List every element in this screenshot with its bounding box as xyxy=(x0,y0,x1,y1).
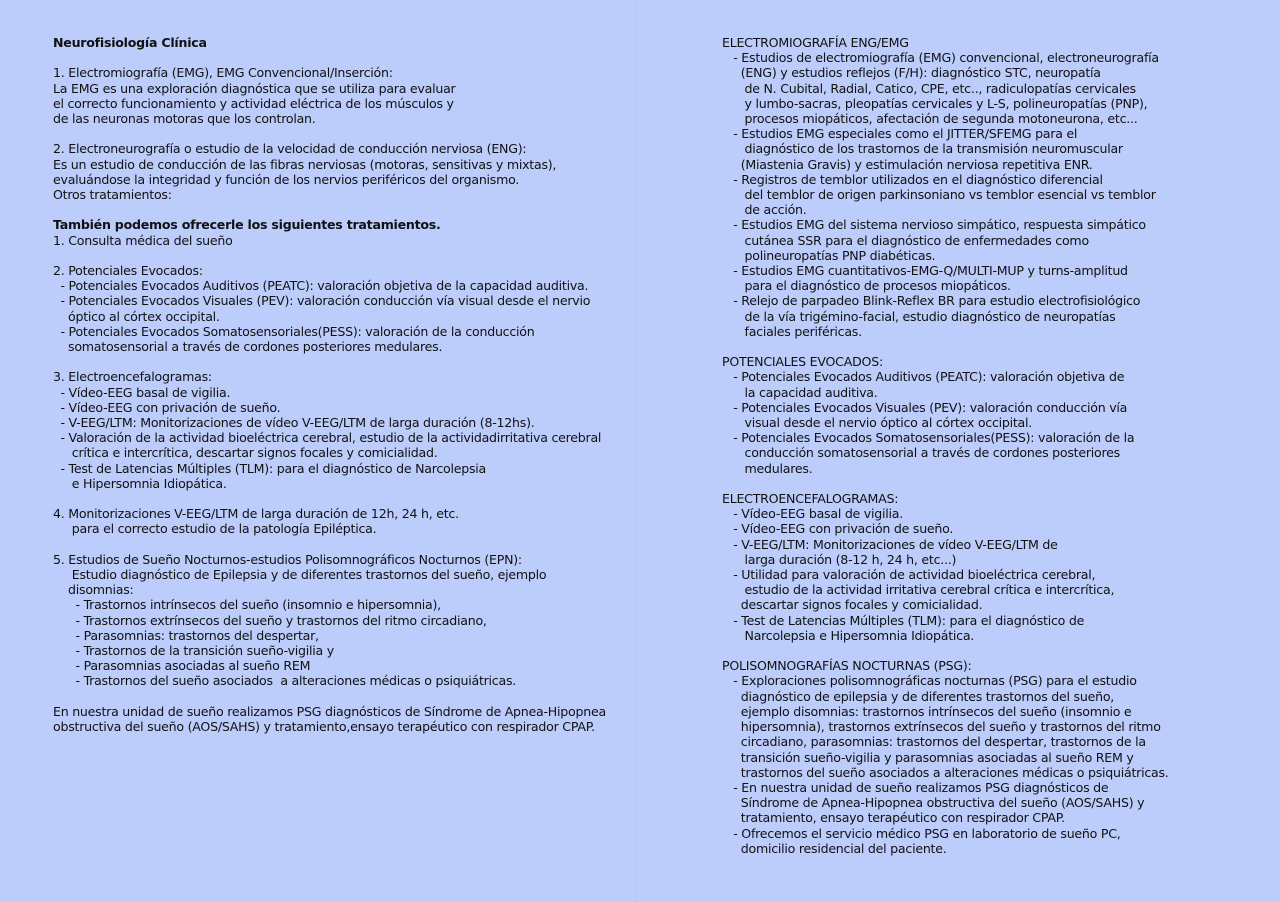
text-line: conducción somatosensorial a través de cordones posteriores xyxy=(722,445,1120,461)
text-line: del temblor de origen parkinsoniano vs temblor esencial vs temblor xyxy=(722,187,1156,203)
text-line: para el diagnóstico de procesos miopáticos. xyxy=(722,278,1011,294)
spacer xyxy=(53,248,653,263)
left-column xyxy=(53,35,653,734)
text-line: somatosensorial a través de cordones posteriores medulares. xyxy=(53,339,443,354)
text-line: hipersomnia), trastornos extrínsecos del sueño y trastornos del ritmo xyxy=(722,719,1161,735)
section-eeg xyxy=(53,369,653,491)
text-line: En nuestra unidad de sueño realizamos PSG diagnósticos de Síndrome de Apnea-Hipopnea xyxy=(53,703,606,719)
section-electromiografia xyxy=(722,35,1262,339)
section-body xyxy=(53,385,653,491)
text-line: - Potenciales Evocados Somatosensoriales(PESS): valoración de la xyxy=(722,430,1135,446)
text-line: evaluándose la integridad y función de los nervios periféricos del organismo. xyxy=(53,171,520,187)
section-heading: 2. Electroneurografía o estudio de la velocidad de conducción nerviosa (ENG): xyxy=(53,141,527,157)
spacer xyxy=(53,491,653,506)
section-potenciales xyxy=(53,263,653,354)
text-line: - Ofrecemos el servicio médico PSG en laboratorio de sueño PC, xyxy=(722,825,1121,841)
text-line: óptico al córtex occipital. xyxy=(53,308,220,324)
spacer xyxy=(53,537,653,552)
section-offer xyxy=(53,217,653,247)
text-line: e Hipersomnia Idiopática. xyxy=(53,475,227,491)
section-polisomnografias xyxy=(722,658,1262,856)
text-line: - Estudios EMG del sistema nervioso simpático, respuesta simpático xyxy=(722,217,1146,233)
section-heading: 1. Electromiografía (EMG), EMG Convencional/Inserción: xyxy=(53,65,393,81)
text-line: - Vídeo-EEG con privación de sueño. xyxy=(53,399,281,415)
text-line: - Registros de temblor utilizados en el diagnóstico diferencial xyxy=(722,171,1103,187)
text-line: larga duración (8-12 h, 24 h, etc...) xyxy=(722,551,957,567)
section-heading: POLISOMNOGRAFÍAS NOCTURNAS (PSG): xyxy=(722,658,972,674)
text-line: - V-EEG/LTM: Monitorizaciones de vídeo V-EEG/LTM de xyxy=(722,536,1058,552)
text-line: de la vía trigémino-facial, estudio diagnóstico de neuropatías xyxy=(722,308,1116,324)
text-line: - Estudios EMG especiales como el JITTER/SFEMG para el xyxy=(722,126,1078,142)
section-electroencefalogramas xyxy=(722,491,1262,643)
text-line: - Trastornos intrínsecos del sueño (insomnio e hipersomnia), xyxy=(53,597,441,613)
right-column xyxy=(722,35,1262,856)
text-line: - Parasomnias asociadas al sueño REM xyxy=(53,658,311,674)
text-line: (Miastenia Gravis) y estimulación nerviosa repetitiva ENR. xyxy=(722,156,1093,172)
section-body xyxy=(53,704,653,734)
text-line: - Trastornos extrínsecos del sueño y trastornos del ritmo circadiano, xyxy=(53,612,487,628)
text-line: Estudio diagnóstico de Epilepsia y de diferentes trastornos del sueño, ejemplo xyxy=(53,567,547,582)
text-line: - Utilidad para valoración de actividad bioeléctrica cerebral, xyxy=(722,567,1096,583)
text-line: visual desde el nervio óptico al córtex occipital. xyxy=(722,415,1033,431)
offer-item: 1. Consulta médica del sueño xyxy=(53,232,233,248)
section-body xyxy=(53,157,653,203)
text-line: faciales periféricas. xyxy=(722,323,862,339)
section-body xyxy=(53,278,653,354)
text-line: - Potenciales Evocados Visuales (PEV): valoración conducción vía visual desde el nervio xyxy=(53,293,591,309)
text-line: para el correcto estudio de la patología Epiléptica. xyxy=(53,521,377,537)
text-line: polineuropatías PNP diabéticas. xyxy=(722,247,936,263)
section-body xyxy=(53,521,653,536)
text-line: - Estudios EMG cuantitativos-EMG-Q/MULTI-MUP y turns-amplitud xyxy=(722,263,1128,279)
spacer xyxy=(53,202,653,217)
section-body xyxy=(722,369,1262,475)
section-body xyxy=(53,567,653,689)
text-line: - Trastornos de la transición sueño-vigilia y xyxy=(53,643,334,659)
text-line: - Vídeo-EEG basal de vigilia. xyxy=(53,384,231,400)
text-line: cutánea SSR para el diagnóstico de enfermedades como xyxy=(722,232,1089,248)
text-line: - Vídeo-EEG con privación de sueño. xyxy=(722,521,954,537)
section-monitorizaciones xyxy=(53,506,653,536)
spacer xyxy=(53,689,653,704)
text-line: - Test de Latencias Múltiples (TLM): para el diagnóstico de Narcolepsia xyxy=(53,460,487,476)
section-body xyxy=(722,50,1262,339)
text-line: crítica e intercrítica, descartar signos focales y comicialidad. xyxy=(53,445,438,461)
section-heading: 3. Electroencefalogramas: xyxy=(53,369,212,385)
text-line: diagnóstico de los trastornos de la transmisión neuromuscular xyxy=(722,141,1123,157)
text-line: obstructiva del sueño (AOS/SAHS) y tratamiento,ensayo terapéutico con respirador CPAP. xyxy=(53,719,595,735)
section-estudios-sueno xyxy=(53,552,653,689)
text-line: - V-EEG/LTM: Monitorizaciones de vídeo V-EEG/LTM de larga duración (8-12hs). xyxy=(53,415,535,430)
text-line: (ENG) y estudios reflejos (F/H): diagnóstico STC, neuropatía xyxy=(722,65,1101,81)
text-line: procesos miopáticos, afectación de segunda motoneurona, etc... xyxy=(722,111,1138,127)
text-line: transición sueño-vigilia y parasomnias asociadas al sueño REM y xyxy=(722,749,1134,765)
text-line: - Valoración de la actividad bioeléctrica cerebral, estudio de la actividadirritativa cerebral xyxy=(53,430,602,446)
spacer xyxy=(722,339,1262,354)
text-line: - Potenciales Evocados Auditivos (PEATC): valoración objetiva de la capacidad auditiva. xyxy=(53,278,589,294)
text-line: La EMG es una exploración diagnóstica que se utiliza para evaluar xyxy=(53,80,456,96)
text-line: - Parasomnias: trastornos del despertar, xyxy=(53,627,319,643)
document-title: Neurofisiología Clínica xyxy=(53,35,207,50)
text-line: Narcolepsia e Hipersomnia Idiopática. xyxy=(722,627,975,643)
spacer xyxy=(53,354,653,369)
text-line: - Vídeo-EEG basal de vigilia. xyxy=(722,506,903,522)
text-line: disomnias: xyxy=(53,582,134,598)
text-line: - Estudios de electromiografía (EMG) convencional, electroneurografía xyxy=(722,50,1159,66)
text-line: - Potenciales Evocados Visuales (PEV): valoración conducción vía xyxy=(722,399,1128,415)
offer-heading: También podemos ofrecerle los siguientes tratamientos. xyxy=(53,217,441,233)
text-line: diagnóstico de epilepsia y de diferentes trastornos del sueño, xyxy=(722,688,1115,704)
section-eng xyxy=(53,141,653,202)
spacer xyxy=(722,643,1262,658)
text-line: de las neuronas motoras que los controlan. xyxy=(53,111,316,126)
text-line: - Potenciales Evocados Somatosensoriales(PESS): valoración de la conducción xyxy=(53,323,535,339)
text-line: - Trastornos del sueño asociados a alteraciones médicas o psiquiátricas. xyxy=(53,673,517,689)
spacer xyxy=(53,50,653,65)
text-line: - Potenciales Evocados Auditivos (PEATC): valoración objetiva de xyxy=(722,369,1125,385)
section-heading: 2. Potenciales Evocados: xyxy=(53,262,203,278)
text-line: domicilio residencial del paciente. xyxy=(722,840,947,856)
section-heading: ELECTROENCEFALOGRAMAS: xyxy=(722,491,899,507)
section-heading: 4. Monitorizaciones V-EEG/LTM de larga duración de 12h, 24 h, etc. xyxy=(53,506,459,522)
section-body xyxy=(722,673,1262,855)
section-potenciales-evocados xyxy=(722,354,1262,476)
text-line: - Relejo de parpadeo Blink-Reflex BR para estudio electrofisiológico xyxy=(722,293,1141,309)
text-line: - Exploraciones polisomnográficas nocturnas (PSG) para el estudio xyxy=(722,673,1137,689)
section-heading: POTENCIALES EVOCADOS: xyxy=(722,354,883,370)
text-line: descartar signos focales y comicialidad. xyxy=(722,597,983,613)
section-body xyxy=(722,506,1262,643)
spacer xyxy=(722,476,1262,491)
text-line: circadiano, parasomnias: trastornos del despertar, trastornos de la xyxy=(722,734,1146,750)
text-line: Es un estudio de conducción de las fibras nerviosas (motoras, sensitivas y mixtas), xyxy=(53,156,557,172)
text-line: de N. Cubital, Radial, Catico, CPE, etc.., radiculopatías cervicales xyxy=(722,80,1136,96)
section-heading: ELECTROMIOGRAFÍA ENG/EMG xyxy=(722,35,909,50)
text-line: la capacidad auditiva. xyxy=(722,384,878,400)
text-line: y lumbo-sacras, pleopatías cervicales y L-S, polineuropatías (PNP), xyxy=(722,95,1148,111)
section-heading: 5. Estudios de Sueño Nocturnos-estudios Polisomnográficos Nocturnos (EPN): xyxy=(53,551,522,567)
spacer xyxy=(53,126,653,141)
text-line: estudio de la actividad irritativa cerebral crítica e intercrítica, xyxy=(722,582,1115,598)
text-line: Síndrome de Apnea-Hipopnea obstructiva del sueño (AOS/SAHS) y xyxy=(722,795,1145,811)
text-line: medulares. xyxy=(722,460,813,476)
text-line: - En nuestra unidad de sueño realizamos PSG diagnósticos de xyxy=(722,779,1109,795)
text-line: el correcto funcionamiento y actividad eléctrica de los músculos y xyxy=(53,95,454,111)
text-line: Otros tratamientos: xyxy=(53,187,172,202)
section-emg xyxy=(53,65,653,126)
section-body xyxy=(53,81,653,127)
text-line: trastornos del sueño asociados a alteraciones médicas o psiquiátricas. xyxy=(722,764,1169,780)
text-line: ejemplo disomnias: trastornos intrínsecos del sueño (insomnio e xyxy=(722,703,1132,719)
text-line: de acción. xyxy=(722,202,807,218)
text-line: tratamiento, ensayo terapéutico con respirador CPAP. xyxy=(722,810,1065,826)
text-line: - Test de Latencias Múltiples (TLM): para el diagnóstico de xyxy=(722,612,1085,628)
section-psg-note xyxy=(53,704,653,734)
